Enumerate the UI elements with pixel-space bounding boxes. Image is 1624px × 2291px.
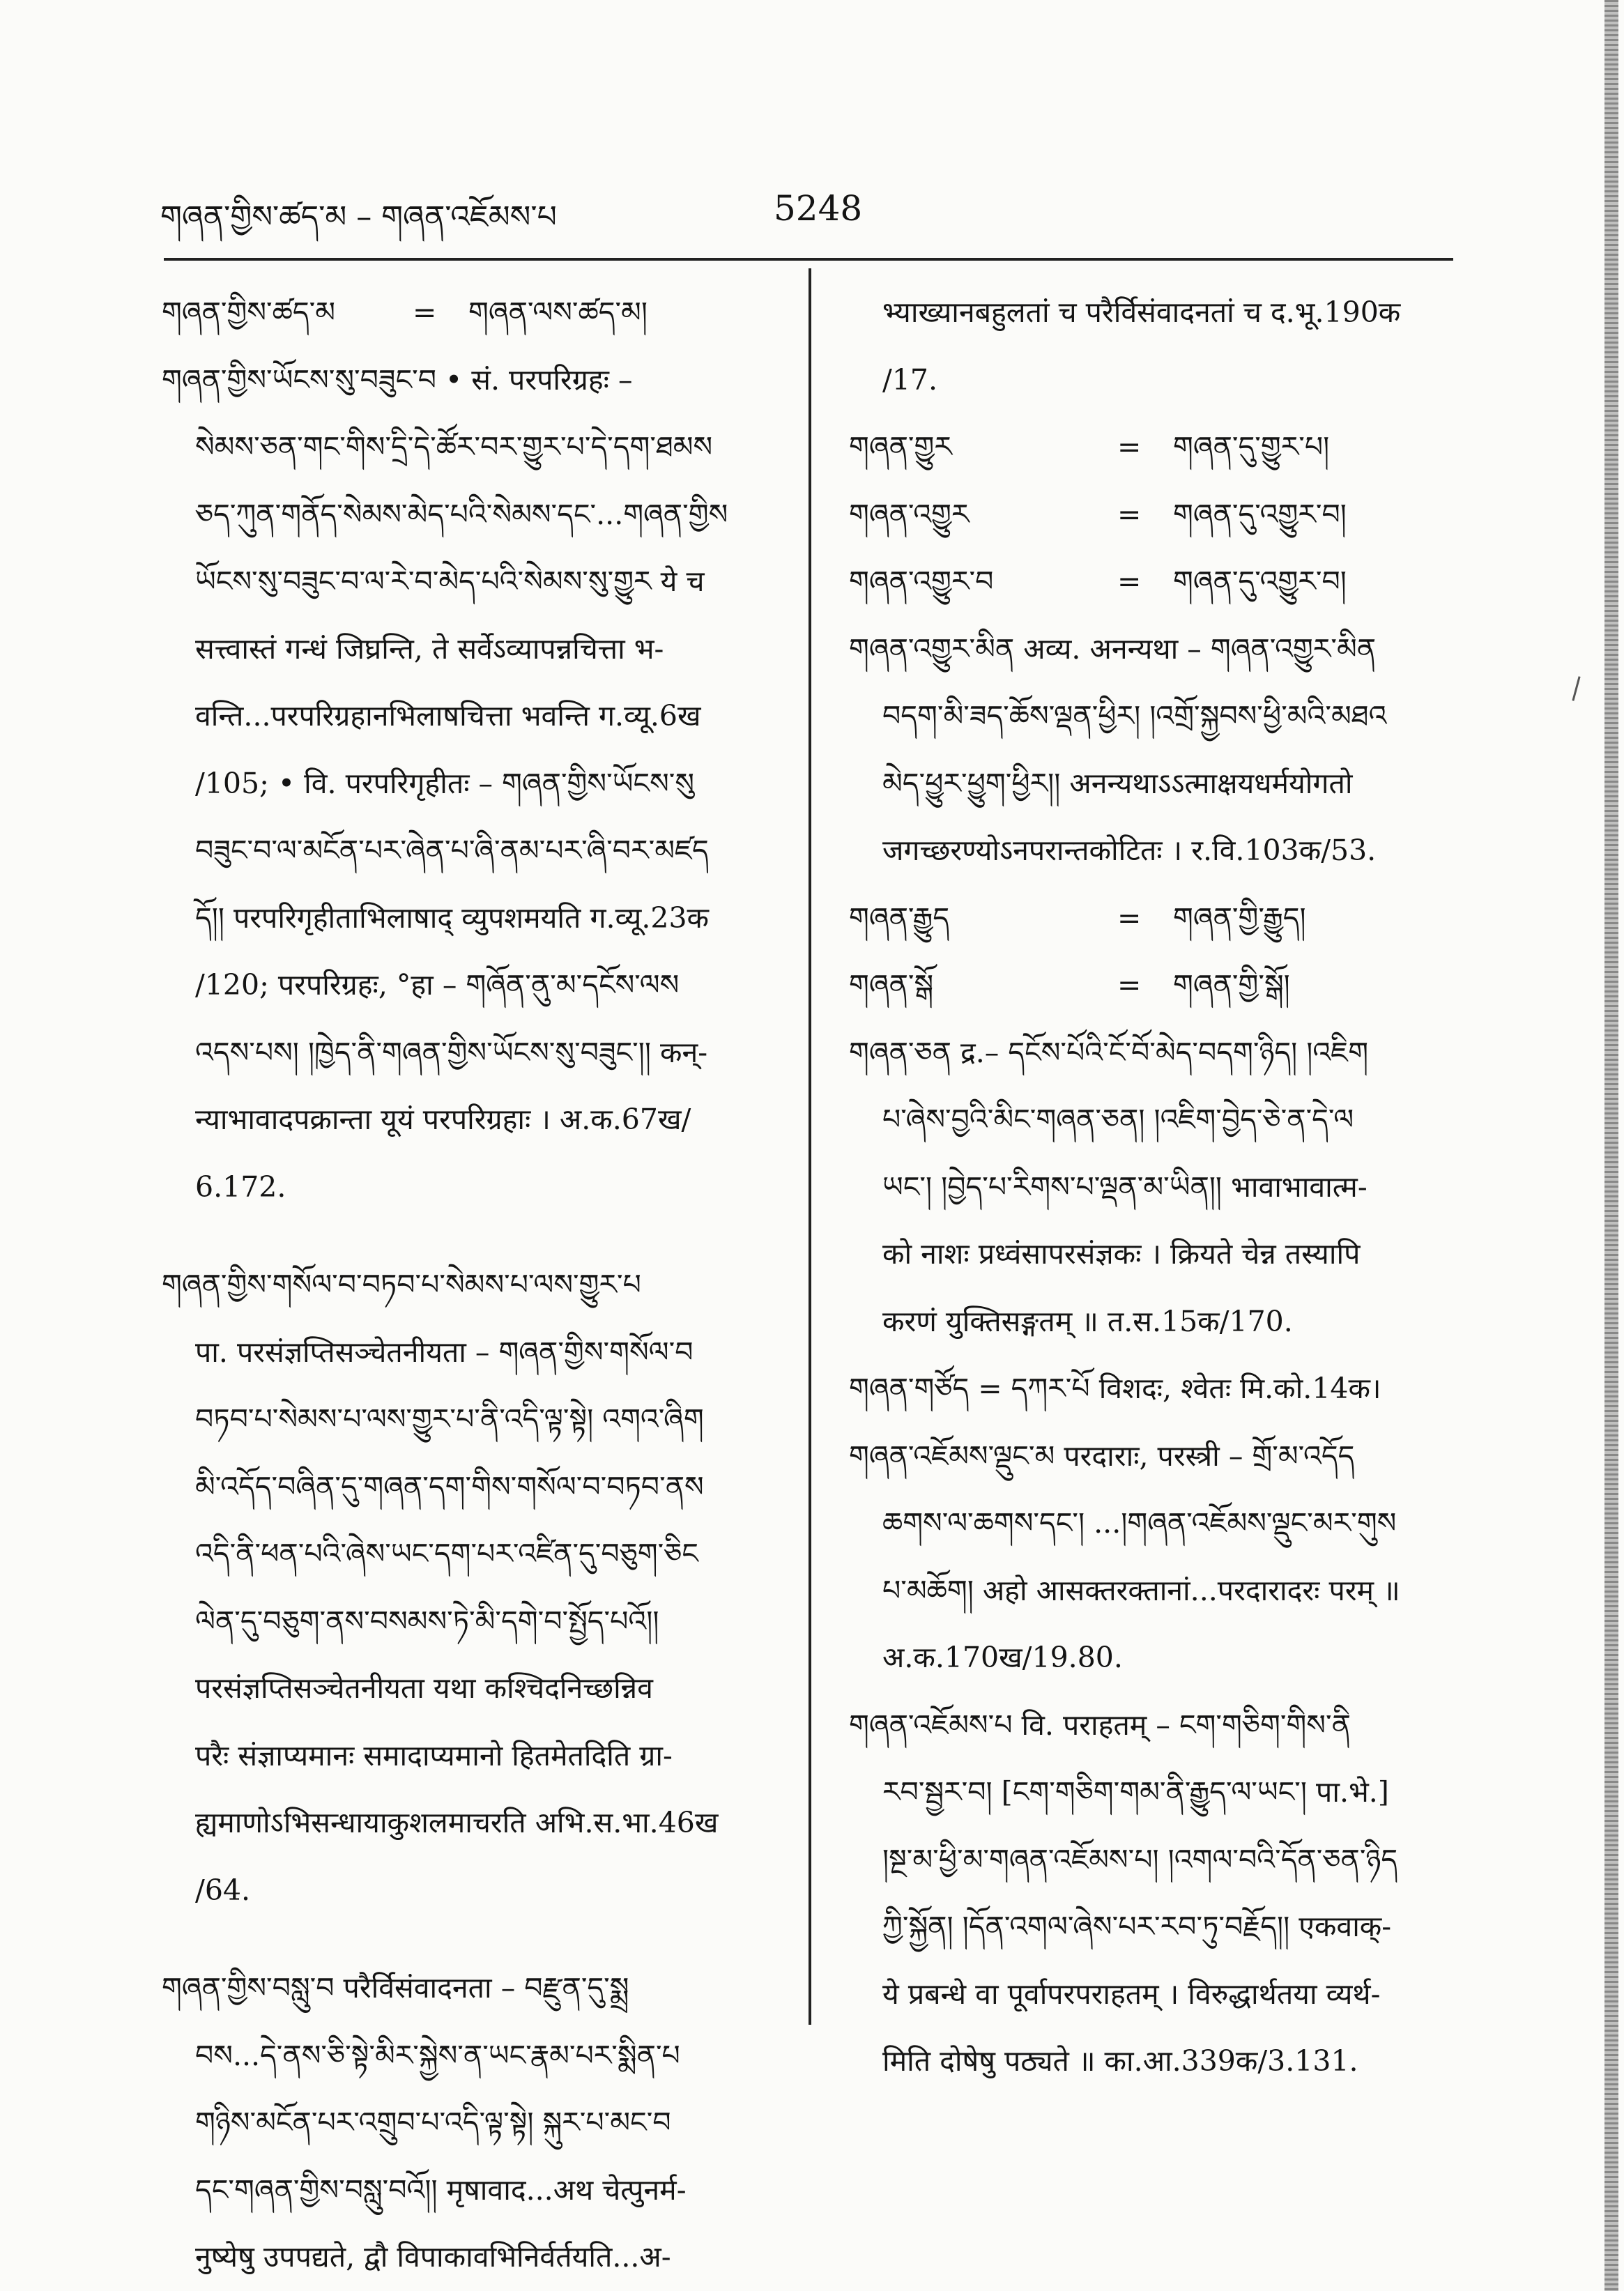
entry-text-line: वन्ति...परपरिग्रहानभिलाषचित्ता भवन्ति ग.व्यू.6ख bbox=[195, 699, 701, 733]
entry-target: གཞན་གྱི་སྒོ། bbox=[1173, 968, 1290, 1002]
entry-text-line: परसंज्ञप्तिसञ्चेतनीयता यथा कश्चिदनिच्छन्निव bbox=[195, 1671, 653, 1705]
entry-text-line: །སྔ་མ་ཕྱི་མ་གཞན་འཇོམས་པ། །འགལ་བའི་དོན་ཅན་ཉིད bbox=[882, 1842, 1398, 1876]
entry-headword: གཞན་གྱུར bbox=[849, 430, 952, 463]
entry-text-line: मिति दोषेषु पठ्यते ॥ का.आ.339क/3.131. bbox=[882, 2044, 1358, 2078]
entry-text-line: ह्यमाणोऽभिसन्धायाकुशलमाचरति अभि.स.भा.46ख bbox=[195, 1806, 719, 1839]
header-rule bbox=[164, 258, 1453, 261]
entry-headword: གཞན་འགྱུར་བ bbox=[849, 565, 994, 598]
entry-text-line: ये प्रबन्धे वा पूर्वापरपराहतम् । विरुद्धार्थतया व्यर्थ- bbox=[882, 1977, 1381, 2011]
entry-head-line: གཞན་འཇོམས་པ वि. पराहतम् – ངག་གཅིག་གིས་ནི bbox=[849, 1708, 1351, 1742]
entry-head-line: གཞན་གྱིས་བསླུ་བ परैर्विसंवादनता – བརྫུན་དུ་སྨྲ bbox=[162, 1971, 629, 2005]
left-column bbox=[162, 279, 792, 2291]
cross-reference-entry bbox=[849, 951, 1462, 1019]
page-number: 5248 bbox=[774, 188, 863, 229]
equals-sign: = bbox=[413, 296, 437, 329]
entry-text-line: བཏབ་པ་སེམས་པ་ལས་གྱུར་པ་ནི་འདི་ལྟ་སྟེ། འགའ་ཞིག bbox=[195, 1402, 704, 1436]
entry-text-line: རབ་སྦྱར་བ། [ངག་གཅིག་གམ་ནི་རྒྱུད་ལ་ཡང་། पा.भे.] bbox=[882, 1775, 1389, 1809]
entry-text-line: ཀྱི་སྐྱོན། །དོན་འགལ་ཞེས་པར་རབ་ཏུ་བརྗོད།། एकवाक्- bbox=[882, 1910, 1392, 1943]
entry-text-line: भ्याख्यानबहुलतां च परैर्विसंवादनतां च द.भू.190क bbox=[882, 296, 1401, 329]
entry-text-line: ཡང་། །བྱེད་པ་རིགས་པ་ལྡན་མ་ཡིན།། भावाभावात्म- bbox=[882, 1170, 1368, 1204]
entry-target: གཞན་དུ་འགྱུར་བ། bbox=[1173, 565, 1347, 598]
entry-text-line: ལེན་དུ་བཅུག་ནས་བསམས་ཏེ་མི་དགེ་བ་སྤྱོད་པའོ།། bbox=[195, 1604, 659, 1638]
equals-sign: = bbox=[1117, 565, 1142, 598]
entry-head-line: གཞན་གྱིས་ཡོངས་སུ་བཟུང་བ • सं. परपरिग्रहः – bbox=[162, 362, 633, 397]
entry-text-line: सत्त्वास्तं गन्धं जिघ्रन्ति, ते सर्वेऽव्यापन्नचित्ता भ- bbox=[195, 631, 664, 666]
entry-text-line: ཡོངས་སུ་བཟུང་བ་ལ་རེ་བ་མེད་པའི་སེམས་སུ་གྱུར ये च bbox=[195, 565, 705, 598]
equals-sign: = bbox=[1117, 968, 1142, 1002]
cross-reference-entry bbox=[849, 481, 1462, 549]
entry-text-line: ཅད་ཀུན་གནོད་སེམས་མེད་པའི་སེམས་དང་...གཞན་གྱིས bbox=[195, 497, 728, 531]
column-divider bbox=[809, 268, 811, 2025]
cross-reference-entry bbox=[849, 413, 1462, 481]
entry-text-line: པ་ཞེས་བྱའི་མིང་གཞན་ཅན། །འཇིག་བྱེད་ཅེ་ན་དེ་ལ bbox=[882, 1103, 1354, 1136]
entry-head-line: གཞན་འཇོམས་ལྡུང་མ परदाराः, परस्त्री – གྲོ་མ་འདོད bbox=[849, 1439, 1355, 1473]
entry-target: གཞན་དུ་འགྱུར་བ། bbox=[1173, 497, 1347, 531]
entry-text-line: གཉིས་མངོན་པར་འགྲུབ་པ་འདི་ལྟ་སྟེ། སྐུར་པ་མང་བ bbox=[195, 2106, 671, 2139]
cross-reference-entry bbox=[849, 884, 1462, 952]
entry-text-line: जगच्छरण्योऽनपरान्तकोटितः । र.वि.103क/53. bbox=[882, 834, 1377, 867]
entry-text-line: अ.क.170ख/19.80. bbox=[882, 1641, 1123, 1674]
entry-text-line: /105; • वि. परपरिगृहीतः – གཞན་གྱིས་ཡོངས་སུ bbox=[195, 766, 695, 800]
entry-head-line: གཞན་གཙོད = དཀར་པོ विशदः, श्वेतः मि.को.14क। bbox=[849, 1372, 1381, 1405]
entry-text-line: /120; परपरिग्रहः, °हा – གཞོན་ནུ་མ་དངོས་ལས bbox=[195, 968, 680, 1002]
entry-text-line: པ་མཆོག། अहो आसक्तरक्तानां...परदारादरः परम् ॥ bbox=[882, 1573, 1400, 1607]
entry-text-line: पा. परसंज्ञप्तिसञ्चेतनीयता – གཞན་གྱིས་གསོལ་བ bbox=[195, 1335, 694, 1369]
stray-mark bbox=[1572, 676, 1580, 701]
entry-headword: གཞན་རྒྱུད bbox=[849, 901, 950, 935]
entry-text-line: नुष्येषु उपपद्यते, द्वौ विपाकावभिनिर्वर्तयति...अ- bbox=[195, 2240, 671, 2274]
cross-reference-entry bbox=[849, 548, 1462, 615]
entry-text-line: འདས་པས། །ཁྱེད་ནི་གཞན་གྱིས་ཡོངས་སུ་བཟུང་།། कन्- bbox=[195, 1035, 708, 1069]
entry-text-line: परैः संज्ञाप्यमानः समादाप्यमानो हितमेतदिति ग्रा- bbox=[195, 1738, 673, 1772]
equals-sign: = bbox=[1117, 497, 1142, 531]
entry-text-line: བཟུང་བ་ལ་མངོན་པར་ཞེན་པ་ཞི་ནམ་པར་ཞི་བར་མཛད bbox=[195, 834, 709, 867]
right-column bbox=[849, 279, 1462, 2095]
entry-head-line: གཞན་གྱིས་གསོལ་བ་བཏབ་པ་སེམས་པ་ལས་གྱུར་པ bbox=[162, 1268, 641, 1301]
entry-text-line: སེམས་ཅན་གང་གིས་དྲི་དེ་ཚོར་བར་གྱུར་པ་དེ་དག་ཐམས bbox=[195, 430, 713, 463]
entry-head-line: གཞན་ཅན द्र.– དངོས་པོའི་ངོ་བོ་མེད་བདག་ཉིད། །འཇིག bbox=[849, 1035, 1369, 1069]
entry-text-line: करणं युक्तिसङ्गतम् ॥ त.स.15क/170. bbox=[882, 1304, 1293, 1338]
equals-sign: = bbox=[1117, 430, 1142, 463]
entry-headword: གཞན་གྱིས་ཚད་མ bbox=[162, 296, 335, 329]
equals-sign: = bbox=[1117, 901, 1142, 935]
entry-text-line: མེད་ཕྱུར་ཕྱུག་ཕྱིར།། अनन्यथाऽऽत्माक्षयधर्मयोगतो bbox=[882, 766, 1353, 800]
entry-target: གཞན་དུ་གྱུར་པ། bbox=[1173, 430, 1330, 463]
entry-text-line: को नाशः प्रध्वंसापरसंज्ञकः । क्रियते चेन्न तस्यापि bbox=[882, 1237, 1361, 1271]
entry-text-line: ཆགས་ལ་ཆགས་དང་། ...།གཞན་འཇོམས་ལྡུང་མར་གུས bbox=[882, 1506, 1397, 1540]
entry-text-line: न्याभावादपक्रान्ता यूयं परपरिग्रहाः । अ.क.67ख/ bbox=[195, 1103, 691, 1136]
entry-gap bbox=[162, 1924, 792, 1954]
entry-text-line: 6.172. bbox=[195, 1170, 286, 1204]
entry-target: གཞན་གྱི་རྒྱུད། bbox=[1173, 901, 1306, 935]
entry-headword: གཞན་འགྱུར bbox=[849, 497, 970, 531]
cross-reference-entry bbox=[162, 279, 792, 346]
entry-headword: གཞན་སྒོ bbox=[849, 968, 934, 1002]
entry-text-line: /17. bbox=[882, 362, 938, 397]
entry-text-line: དང་གཞན་གྱིས་བསླུ་བའོ།། मृषावाद...अथ चेत्पुनर्म- bbox=[195, 2173, 687, 2207]
entry-target: གཞན་ལས་ཚད་མ། bbox=[468, 296, 648, 329]
entry-text-line: /64. bbox=[195, 1873, 251, 1907]
running-header: གཞན་གྱིས་ཚད་མ – གཞན་འཇོམས་པ bbox=[160, 199, 557, 235]
entry-gap bbox=[162, 1220, 792, 1251]
entry-head-line: གཞན་འགྱུར་མིན अव्य. अनन्यथा – གཞན་འགྱུར་མིན bbox=[849, 631, 1377, 666]
entry-text-line: དོ།། परपरिगृहीताभिलाषाद् व्युपशमयति ग.व्यू.23क bbox=[195, 901, 710, 935]
entry-text-line: བདག་མི་ཟད་ཆོས་ལྡན་ཕྱིར། །འགྲོ་སྐྱབས་ཕྱི་མའི་མཐའ bbox=[882, 699, 1387, 733]
entry-text-line: འདི་ནི་ཕན་པའི་ཞེས་ཡང་དག་པར་འཛིན་དུ་བཅུག་ཅིང bbox=[195, 1537, 698, 1570]
entry-text-line: མི་འདོད་བཞིན་དུ་གཞན་དག་གིས་གསོལ་བ་བཏབ་ནས bbox=[195, 1469, 704, 1503]
entry-text-line: བས...དེ་ནས་ཅི་སྟེ་མིར་སྐྱེས་ན་ཡང་རྣམ་པར་སྨིན་པ bbox=[195, 2038, 680, 2072]
scan-edge bbox=[1604, 0, 1618, 2291]
